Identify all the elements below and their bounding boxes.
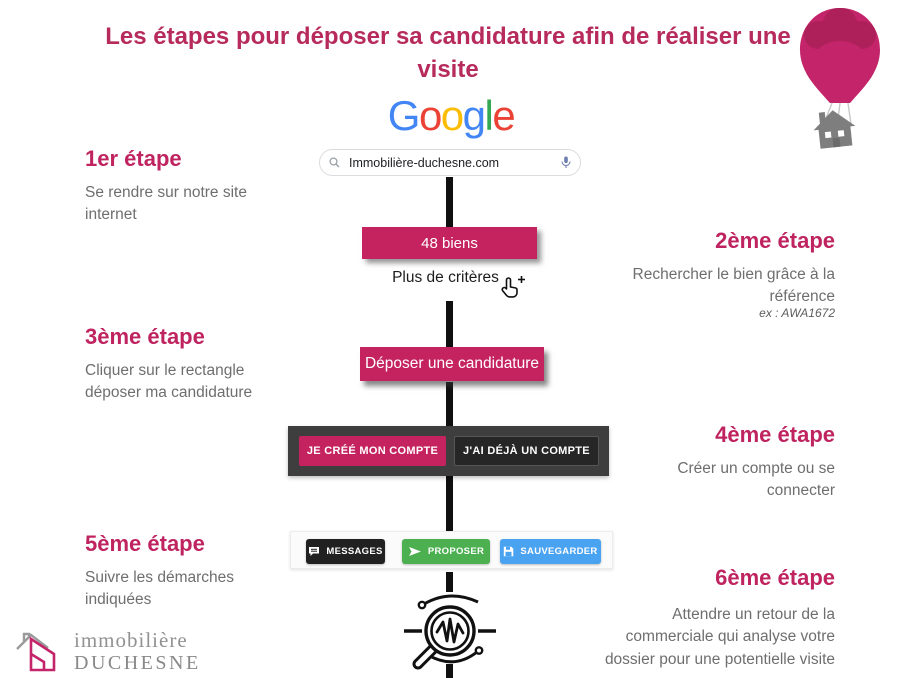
timeline-segment [446,301,453,347]
more-criteria-label[interactable]: Plus de critères [392,269,499,286]
google-letter: g [462,92,485,139]
google-letter: l [484,92,493,139]
apply-button[interactable]: Déposer une candidature [360,347,544,381]
create-account-button[interactable]: JE CRÉÉ MON COMPTE [299,436,446,466]
google-letter: e [492,92,515,139]
messages-button[interactable] [306,539,385,564]
search-input[interactable]: Immobilière-duchesne.com [349,155,500,170]
step-3-heading: 3ème étape [85,324,205,349]
more-criteria-link[interactable] [372,269,547,300]
page-title: Les étapes pour déposer sa candidature afin de réaliser une visite [105,23,791,84]
step-2-body: Rechercher le bien grâce à la référence [632,266,835,306]
google-letter: o [418,92,441,139]
actions-bar [290,531,613,569]
save-label: SAUVEGARDER [520,546,598,557]
brand-name-line1: immobilière [74,627,188,652]
google-letter: o [440,92,463,139]
results-count-button[interactable]: 48 biens [362,227,537,259]
google-letter: G [387,92,419,139]
save-icon [503,546,514,557]
timeline-segment [446,572,453,592]
step-1-body: Se rendre sur notre site internet [85,184,247,224]
step-2-reference-example: ex : AWA1672 [759,306,835,320]
google-logo [0,92,902,140]
analysis-magnifier-icon [404,591,496,678]
brand-logo [14,629,201,673]
propose-button[interactable] [402,539,490,564]
step-4-body: Créer un compte ou se connecter [677,460,835,500]
step-2-heading: 2ème étape [715,228,835,253]
brand-name-line2: DUCHESNE [74,651,201,674]
step-3-body: Cliquer sur le rectangle déposer ma candidature [85,362,253,402]
timeline-segment [446,476,453,531]
account-bar [288,426,609,476]
timeline-segment [446,177,453,227]
messages-label: MESSAGES [326,546,383,557]
step-6-body: Attendre un retour de la commerciale qui analyse votre dossier pour une potentielle visite [604,606,835,668]
timeline-segment [446,382,453,426]
search-icon [329,157,340,168]
step-5-heading: 5ème étape [85,531,205,556]
login-button[interactable]: J'AI DÉJÀ UN COMPTE [454,436,599,466]
mic-icon[interactable] [561,156,571,169]
send-icon [408,546,422,557]
chat-icon [308,546,320,557]
hand-cursor-icon [500,274,527,300]
google-search-bar[interactable] [319,149,581,176]
save-button[interactable] [500,539,601,564]
step-5-body: Suivre les démarches indiquées [85,569,235,609]
step-6-heading: 6ème étape [715,565,835,590]
step-1-heading: 1er étape [85,146,182,171]
propose-label: PROPOSER [427,546,485,557]
step-4-heading: 4ème étape [715,422,835,447]
brand-house-icon [14,629,66,673]
